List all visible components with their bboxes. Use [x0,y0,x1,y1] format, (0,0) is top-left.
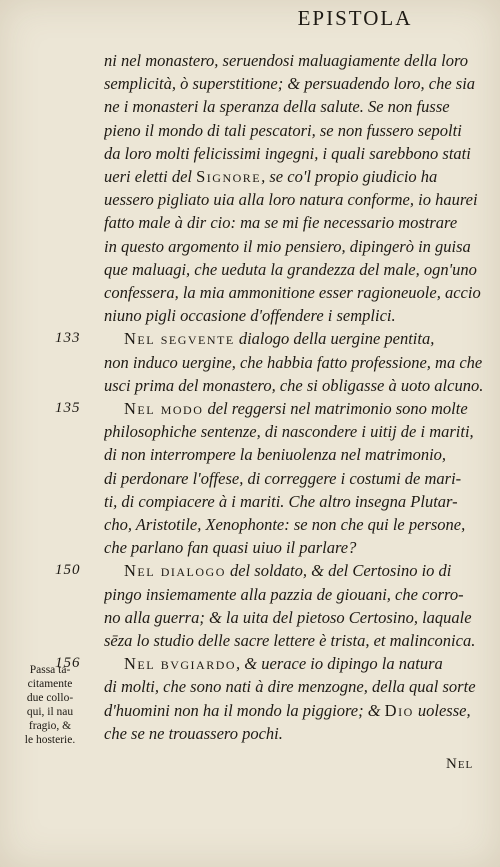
text-line [104,96,494,118]
text-line [104,73,494,95]
line-text: ti, di compiacere à i mariti. Che altro insegna Plutar- [104,491,458,511]
line-text: , se co'l propio giudicio ha [261,167,438,186]
marginal-note-line: citamente [27,678,73,690]
line-text: ni nel monastero, seruendosi maluagiamente della loro [104,51,469,70]
margin-page-number: 156 [55,655,81,672]
line-text: cho, Aristotile, Xenophonte: se non che qui le persone, [104,515,466,534]
margin-page-number: 135 [55,400,81,416]
marginal-note-line: Passa ta- [29,664,71,676]
small-caps-text: Signore [196,167,262,186]
text-line [104,421,494,443]
catchword: Nel [446,756,474,772]
text-line [104,468,494,490]
line-text: da loro molti felicissimi ingegni, i quali sarebbono stati [104,143,471,163]
line-text: dialogo della uergine pentita, [234,329,435,349]
text-line [104,212,494,234]
text-line [104,491,494,513]
line-text: fatto male à dir cio: ma se mi fie necessario mostrare [104,213,458,233]
line-text: niuno pigli occasione d'offendere i semplici. [104,306,396,326]
line-text: d'huomini non ha il mondo la piggiore; & [104,700,385,720]
marginal-note [4,663,96,747]
text-line [104,607,494,629]
line-text: del reggersi nel matrimonio sono molte [203,399,468,418]
text-line [124,328,494,350]
margin-page-number: 150 [55,562,81,579]
small-caps-text: Dio [384,700,414,720]
margin-page-number: 133 [55,330,81,347]
text-line [104,143,494,165]
text-line [104,282,494,304]
marginal-note-line: due collo- [26,692,74,704]
line-text: , & uerace io dipingo la natura [236,654,443,674]
line-text: sēza lo studio delle sacre lettere è trista, et malinconica. [104,631,476,650]
text-line [104,120,494,142]
line-text: que maluagi, che ueduta la grandezza del male, ogn'uno [104,259,477,279]
text-line [104,375,494,397]
text-line [104,514,494,536]
marginal-note-line: fragio, & [28,720,72,732]
line-text: di non interrompere la beniuolenza nel matrimonio, [104,445,447,465]
text-line [104,236,494,258]
text-line [104,584,494,606]
small-caps-text: Nel dialogo [124,561,226,581]
text-line [104,630,494,652]
running-header: EPISTOLA [297,6,413,30]
text-line [104,189,494,211]
text-line [124,653,494,675]
text-line [104,305,494,327]
line-text: uessero pigliato uia alla loro natura conforme, io haurei [104,190,478,210]
line-text: ueri eletti del [104,167,197,186]
text-line [104,352,494,374]
line-text: uolesse, [413,700,471,720]
line-text: in questo argomento il mio pensiero, dipingerò in guisa [104,236,471,256]
text-line [124,560,494,582]
small-caps-text: Nel segvente [124,329,235,349]
line-text: non induco uergine, che habbia fatto professione, ma che [104,352,483,372]
text-line [124,398,494,420]
line-text: pingo insiemamente alla pazzia de giouani, che corro- [104,584,464,604]
text-line [104,166,494,188]
line-text: di molti, che sono nati à dire menzogne, della qual sorte [104,677,476,697]
line-text: che se ne trouassero pochi. [104,723,283,743]
marginal-note-line: le hosterie. [24,734,76,746]
line-text: ne i monasteri la speranza della salute. Se non fusse [104,97,450,117]
line-text: no alla guerra; & la uita del pietoso Certosino, laquale [104,607,472,627]
line-text: confessera, la mia ammonitione esser ragioneuole, accio [104,283,481,302]
line-text: che parlano fan quasi uiuo il parlare? [104,538,357,558]
text-line [104,444,494,466]
line-text: semplicità, ò superstitione; & persuadendo loro, che sia [104,74,476,94]
small-caps-text: Nel modo [124,399,204,418]
marginal-note-line: qui, il nau [26,706,74,718]
line-text: usci prima del monastero, che si obligasse à uoto alcuno. [104,375,484,395]
text-line [104,676,494,698]
line-text: philosophiche sentenze, di nascondere i uitij de i mariti, [104,422,474,442]
text-line [104,723,494,745]
text-line [104,50,494,72]
text-line [104,700,494,722]
small-caps-text: Nel bvgiardo [124,654,237,674]
line-text: del soldato, & del Certosino io di [225,561,452,581]
text-line [104,259,494,281]
line-text: di perdonare l'offese, di correggere i costumi de mari- [104,468,462,488]
line-text: pieno il mondo di tali pescatori, se non fussero sepolti [104,120,462,140]
text-line [104,537,494,559]
